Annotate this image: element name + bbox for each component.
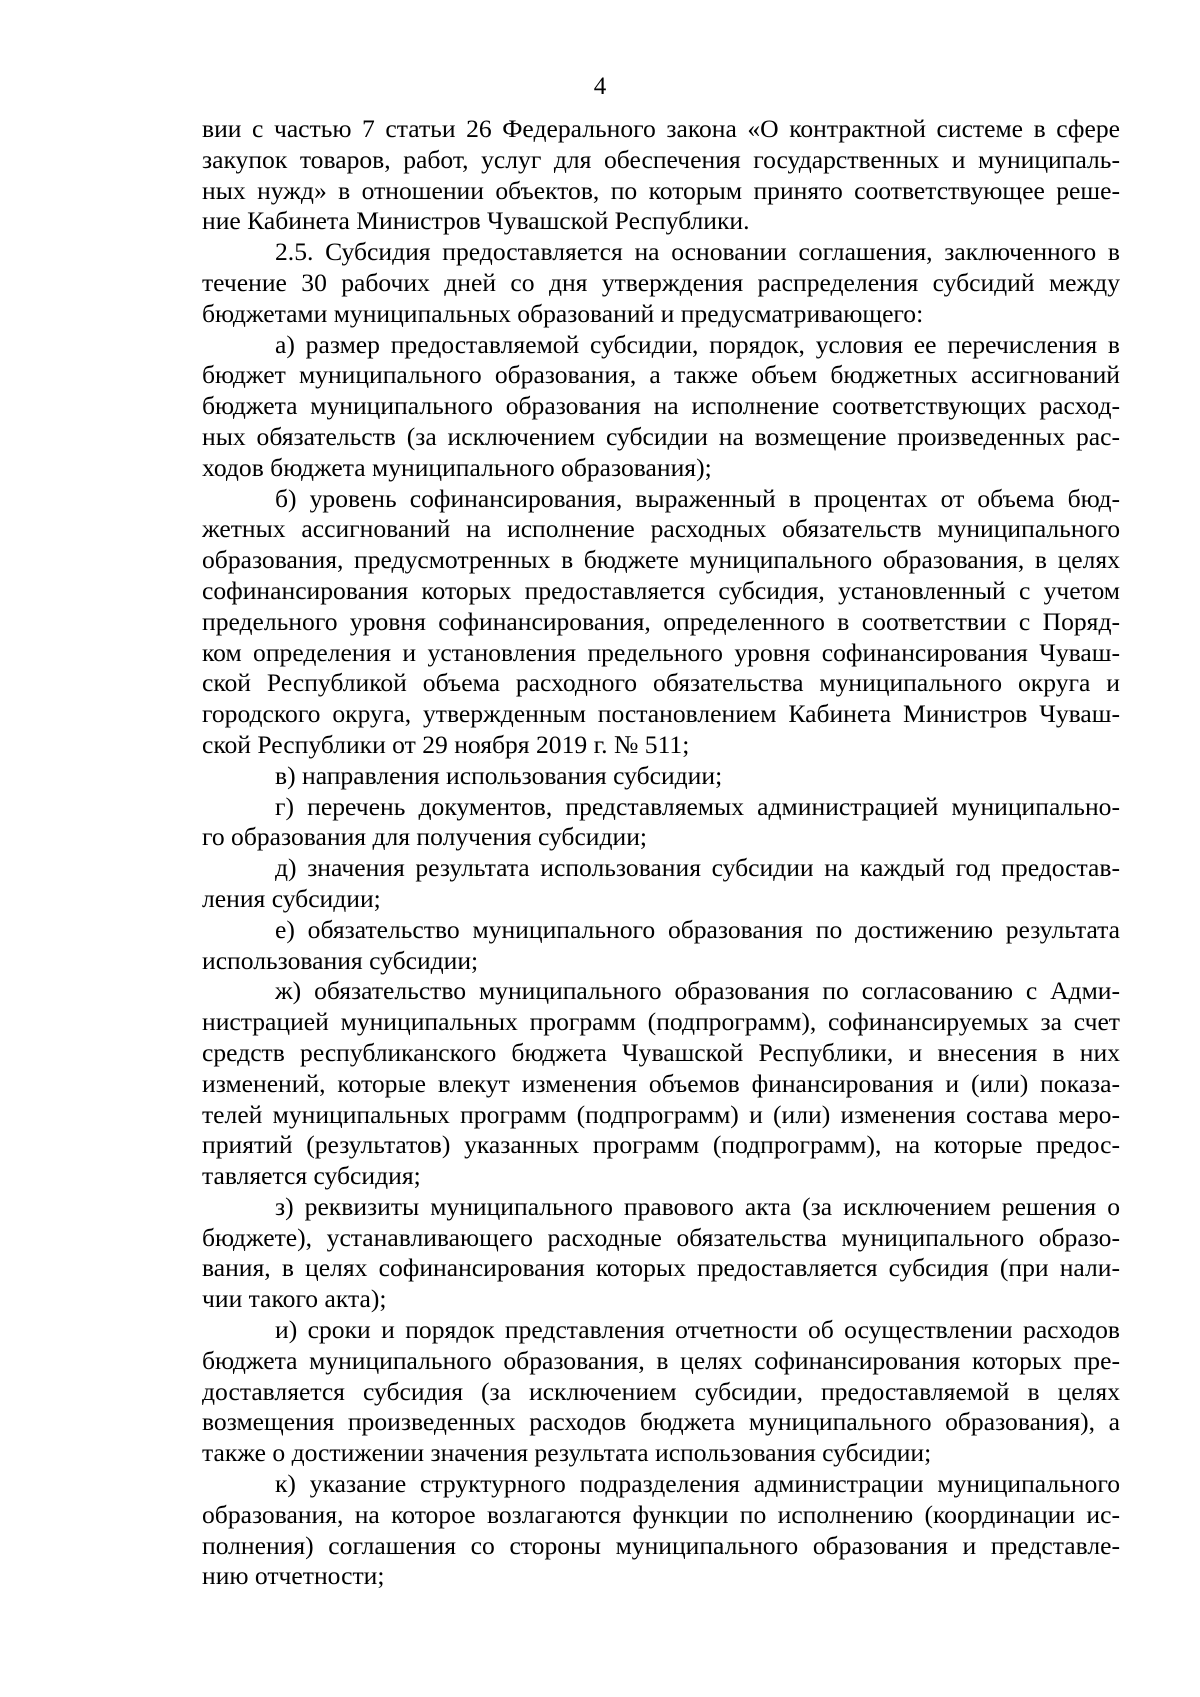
text-line: и) сроки и порядок представления отчетности об осуществлении расходов — [275, 1315, 1120, 1345]
text-line: полнения) соглашения со стороны муниципального образования и представле- — [202, 1530, 1120, 1560]
text-line: возмещения произведенных расходов бюджета муниципального образования), а — [202, 1407, 1120, 1437]
text-line: течение 30 рабочих дней со дня утверждения распределения субсидий между — [202, 267, 1120, 297]
text-line: д) значения результата использования субсидии на каждый год предостав- — [275, 853, 1120, 883]
text-line: образования, на которое возлагаются функции по исполнению (координации ис- — [202, 1499, 1120, 1529]
paragraph — [202, 237, 1120, 329]
text-line: бюджет муниципального образования, а также объем бюджетных ассигнований — [202, 360, 1120, 390]
text-line: телей муниципальных программ (подпрограмм) и (или) изменения состава меро- — [202, 1099, 1120, 1129]
text-line: б) уровень софинансирования, выраженный в процентах от объема бюд- — [275, 483, 1120, 513]
text-line: приятий (результатов) указанных программ (подпрограмм), на которые предос- — [202, 1130, 1120, 1160]
text-line: вии с частью 7 статьи 26 Федерального закона «О контрактной системе в сфере — [202, 114, 1120, 143]
text-line: нию отчетности; — [202, 1561, 385, 1591]
text-line: закупок товаров, работ, услуг для обеспечения государственных и муниципаль- — [202, 144, 1120, 174]
paragraph — [202, 976, 1120, 1192]
paragraph — [202, 915, 1120, 977]
paragraph — [202, 484, 1120, 761]
text-line: г) перечень документов, представляемых администрацией муниципально- — [275, 791, 1120, 821]
paragraph — [202, 761, 1120, 792]
text-line: бюджетами муниципальных образований и предусматривающего: — [202, 298, 924, 328]
text-line: ных нужд» в отношении объектов, по которым принято соответствующее реше- — [202, 175, 1120, 205]
text-line: бюджета муниципального образования, в целях софинансирования которых пре- — [202, 1345, 1120, 1375]
text-line: средств республиканского бюджета Чувашской Республики, и внесения в них — [202, 1037, 1120, 1067]
text-line: предельного уровня софинансирования, определенного в соответствии с Поряд- — [202, 606, 1120, 636]
text-line: городского округа, утвержденным постановлением Кабинета Министров Чуваш- — [202, 699, 1120, 729]
text-line: изменений, которые влекут изменения объемов финансирования и (или) показа- — [202, 1068, 1120, 1098]
paragraph — [202, 330, 1120, 484]
text-line: бюджете), устанавливающего расходные обязательства муниципального образо- — [202, 1222, 1120, 1252]
document-body — [202, 114, 1120, 1592]
text-line: ных обязательств (за исключением субсидии на возмещение произведенных рас- — [202, 421, 1120, 451]
text-line: ходов бюджета муниципального образования); — [202, 452, 712, 482]
paragraph — [202, 1192, 1120, 1315]
text-line: ком определения и установления предельного уровня софинансирования Чуваш- — [202, 637, 1120, 667]
text-line: е) обязательство муниципального образования по достижению результата — [275, 914, 1120, 944]
text-line: доставляется субсидия (за исключением субсидии, предоставляемой в целях — [202, 1376, 1120, 1406]
text-line: нистрацией муниципальных программ (подпрограмм), софинансируемых за счет — [202, 1007, 1120, 1037]
text-line: вания, в целях софинансирования которых предоставляется субсидия (при нали- — [202, 1253, 1120, 1283]
text-line: 2.5. Субсидия предоставляется на основании соглашения, заключенного в — [275, 237, 1120, 267]
text-line: бюджета муниципального образования на исполнение соответствующих расход- — [202, 391, 1120, 421]
text-line: з) реквизиты муниципального правового акта (за исключением решения о — [275, 1191, 1120, 1221]
paragraph — [202, 792, 1120, 854]
paragraph — [202, 1315, 1120, 1469]
text-line: чии такого акта); — [202, 1284, 387, 1314]
text-line: ской Республикой объема расходного обязательства муниципального округа и — [202, 668, 1120, 698]
text-line: к) указание структурного подразделения администрации муниципального — [275, 1469, 1120, 1499]
text-line: также о достижении значения результата использования субсидии; — [202, 1438, 932, 1468]
text-line: использования субсидии; — [202, 945, 479, 975]
text-line: ж) обязательство муниципального образования по согласованию с Адми- — [275, 976, 1120, 1006]
text-line: софинансирования которых предоставляется субсидия, установленный с учетом — [202, 575, 1120, 605]
text-line: жетных ассигнований на исполнение расходных обязательств муниципального — [202, 514, 1120, 544]
text-line: в) направления использования субсидии; — [275, 760, 723, 790]
paragraph — [202, 1469, 1120, 1592]
text-line: го образования для получения субсидии; — [202, 822, 648, 852]
text-line: ской Республики от 29 ноября 2019 г. № 511; — [202, 729, 690, 759]
text-line: а) размер предоставляемой субсидии, порядок, условия ее перечисления в — [275, 329, 1120, 359]
text-line: тавляется субсидия; — [202, 1161, 421, 1191]
text-line: ления субсидии; — [202, 883, 381, 913]
paragraph — [202, 114, 1120, 237]
paragraph — [202, 853, 1120, 915]
text-line: ние Кабинета Министров Чувашской Республики. — [202, 206, 750, 236]
text-line: образования, предусмотренных в бюджете муниципального образования, в целях — [202, 545, 1120, 575]
page-number: 4 — [593, 73, 607, 100]
